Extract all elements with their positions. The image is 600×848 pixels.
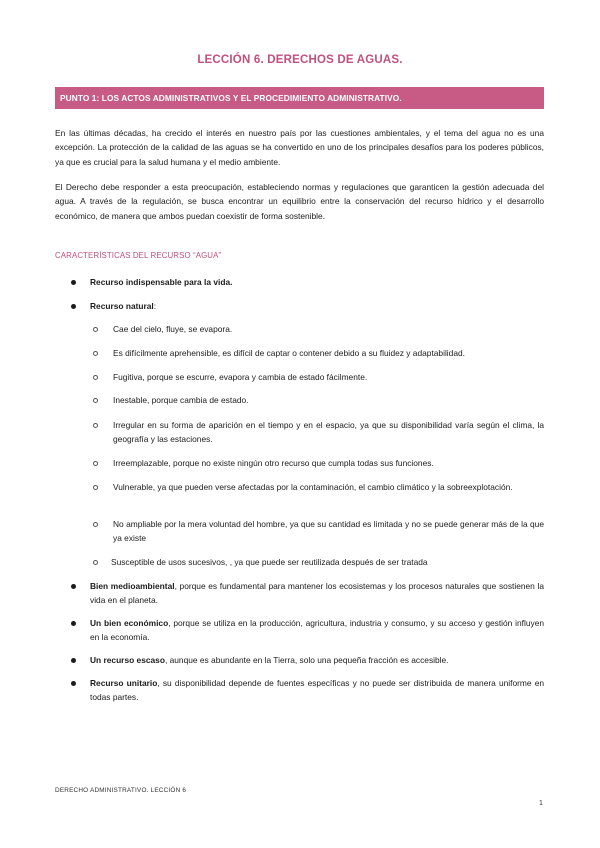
sub-list-item: Cae del cielo, fluye, se evapora. bbox=[113, 324, 233, 334]
sub-bullet-icon bbox=[93, 461, 98, 466]
sub-list-item: No ampliable por la mera voluntad del hombre, ya que su cantidad es limitada y no se puede generar más de la que ya existe bbox=[113, 519, 544, 544]
page-footer: DERECHO ADMINISTRATIVO. LECCIÓN 6 bbox=[55, 787, 187, 794]
page-number: 1 bbox=[539, 800, 543, 807]
list-item-text: , su disponibilidad depende de fuentes específicas y no puede ser distribuida de manera uniforme en todas partes. bbox=[90, 678, 545, 703]
list-item-text: : bbox=[153, 301, 157, 311]
intro-paragraph-1: En las últimas décadas, ha crecido el interés en nuestro país por las cuestiones ambientales, y el tema del agua no es una excepción. La protección de la calidad de las aguas se ha convertido en uno de los principales desafíos para los poderes públicos, ya que es crucial para la salud humana y el medio ambiente. bbox=[55, 128, 544, 167]
list-item-text: , porque se utiliza en la producción, agricultura, industria y consumo, y su acceso y gestión influyen en la economía. bbox=[90, 618, 545, 643]
page-title: LECCIÓN 6. DERECHOS DE AGUAS. bbox=[197, 54, 403, 66]
sub-bullet-icon bbox=[93, 398, 98, 403]
list-item bbox=[90, 676, 544, 705]
list-item-text: , porque es fundamental para mantener los ecosistemas y los procesos naturales que sostienen la vida en el planeta. bbox=[90, 581, 544, 606]
bullet-icon bbox=[71, 280, 76, 285]
list-item-text: , aunque es abundante en la Tierra, solo una pequeña fracción es accesible. bbox=[164, 655, 449, 665]
list-item-bold: Recurso unitario bbox=[90, 678, 158, 688]
list-item-bold: Un recurso escaso bbox=[90, 655, 165, 665]
list-item-bold: Recurso natural bbox=[90, 301, 154, 311]
list-item bbox=[90, 653, 544, 667]
list-item-bold: Un bien económico bbox=[90, 618, 169, 628]
sub-bullet-icon bbox=[93, 560, 98, 565]
list-item bbox=[90, 299, 544, 313]
sub-list-item: Inestable, porque cambia de estado. bbox=[113, 395, 249, 405]
bullet-icon bbox=[71, 621, 76, 626]
section-banner: PUNTO 1: LOS ACTOS ADMINISTRATIVOS Y EL PROCEDIMIENTO ADMINISTRATIVO. bbox=[55, 87, 544, 109]
list-item-bold: Recurso indispensable para la vida. bbox=[90, 277, 233, 287]
bullet-icon bbox=[71, 304, 76, 309]
sub-list-item: Es difícilmente aprehensible, es difícil de captar o contener debido a su fluidez y adaptabilidad. bbox=[113, 348, 465, 358]
sub-bullet-icon bbox=[93, 485, 98, 490]
sub-list-item: Irreemplazable, porque no existe ningún otro recurso que cumpla todas sus funciones. bbox=[113, 458, 434, 468]
list-item bbox=[90, 579, 544, 608]
list-item bbox=[90, 275, 544, 289]
sub-list-item: Vulnerable, ya que pueden verse afectadas por la contaminación, el cambio climático y la sobreexplotación. bbox=[113, 482, 513, 492]
list-item bbox=[90, 616, 544, 645]
sub-bullet-icon bbox=[93, 522, 98, 527]
sub-bullet-icon bbox=[93, 327, 98, 332]
bullet-icon bbox=[71, 681, 76, 686]
sub-bullet-icon bbox=[93, 423, 98, 428]
sub-list-item: Fugitiva, porque se escurre, evapora y cambia de estado fácilmente. bbox=[113, 372, 368, 382]
intro-paragraph-2: El Derecho debe responder a esta preocupación, estableciendo normas y regulaciones que garanticen la gestión adecuada del agua. A través de la regulación, se busca encontrar un equilibrio entre la conservación del recurso hídrico y el desarrollo económico, de manera que ambos puedan coexistir de forma sostenible. bbox=[55, 182, 544, 221]
sub-list-item: Irregular en su forma de aparición en el tiempo y en el espacio, ya que su disponibilidad varía según el clima, la geografía y las estaciones. bbox=[113, 420, 544, 445]
sub-list-item: Susceptible de usos sucesivos, , ya que puede ser reutilizada después de ser tratada bbox=[111, 557, 428, 567]
section-heading: CARACTERÍSTICAS DEL RECURSO “AGUA” bbox=[55, 251, 222, 260]
bullet-icon bbox=[71, 584, 76, 589]
sub-bullet-icon bbox=[93, 351, 98, 356]
bullet-icon bbox=[71, 658, 76, 663]
sub-bullet-icon bbox=[93, 375, 98, 380]
list-item-bold: Bien medioambiental bbox=[90, 581, 175, 591]
